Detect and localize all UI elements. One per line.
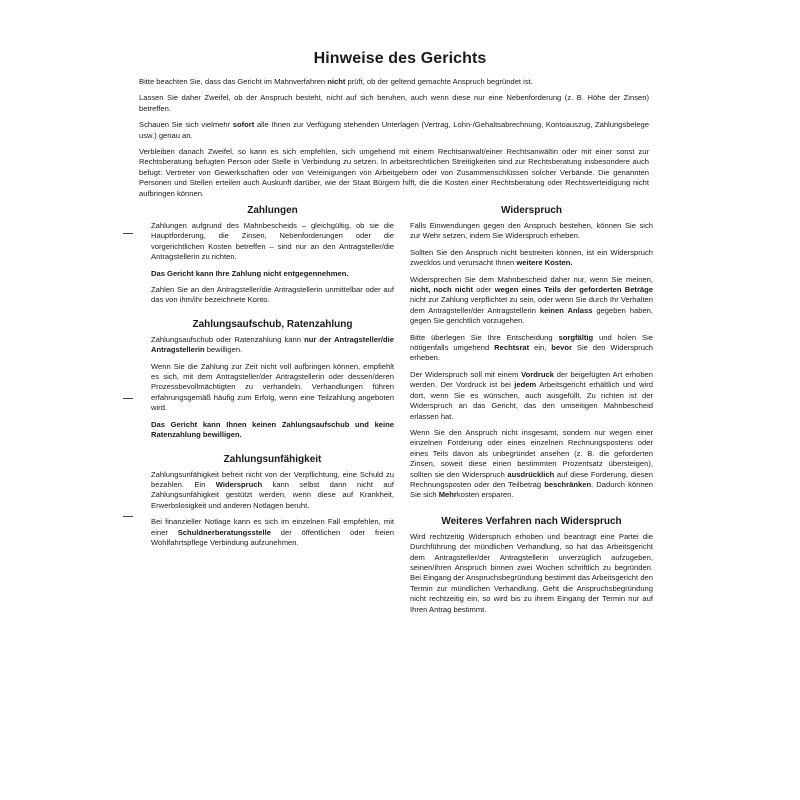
body-text: Arbeitsgericht erhältlich und wird dort, wenn Sie es wünschen, auch ausgefüllt. Zu richten ist der Widerspruch an das Gericht, das den umseitigen Mahnbescheid erlassen hat. [410,380,653,421]
section-heading-weiteres-verfahren: Weiteres Verfahren nach Widerspruch [441,515,622,527]
emphasis-text: nur der Antragsteller/die Antragstellerin [151,334,394,355]
section-paragraph [151,420,394,441]
body-text: und holen Sie nötigenfalls umgehend [410,332,653,353]
body-text: Zahlungsunfähigkeit befreit nicht von der Verpflichtung, eine Schuld zu bezahlen. Ein [151,469,394,489]
body-text: oder [473,285,495,295]
emphasis-text: nicht [327,77,346,86]
body-text: ein, [529,343,552,353]
section-heading-ratenzahlung: Zahlungsaufschub, Ratenzahlung [192,318,353,330]
body-text: Lassen Sie daher Zweifel, ob der Anspruch besteht, nicht auf sich beruhen, auch wenn diese nur eine Nebenforderung (z. B. Höhe der Zinsen) betreffen. [139,93,649,113]
intro-paragraph [139,147,649,199]
left-column [151,205,394,554]
emphasis-text: sorgfältig [558,332,594,342]
body-text: Falls Einwendungen gegen den Anspruch bestehen, können Sie sich zur Wehr setzen, indem Sie Widerspruch erheben. [410,221,653,241]
body-text: der öffentlichen oder freien Wohlfahrtspflege Verbindung aufzunehmen. [151,527,395,547]
section-paragraph [151,221,394,263]
body-text: Widersprechen Sie dem Mahnbescheid daher nur, wenn Sie meinen, [410,274,653,284]
body-text: gegeben haben, gegen Sie gerichtlich vorzugehen. [410,305,653,326]
section-paragraph [151,269,394,279]
section-paragraph [151,517,394,548]
intro-section [139,77,649,205]
section-heading-zahlungen: Zahlungen [247,205,298,216]
emphasis-text: Widerspruch [215,479,263,489]
emphasis-text: nicht, noch nicht [410,285,474,295]
body-text: Zahlen Sie an den Antragsteller/die Antragstellerin unmittelbar oder auf das von ihm/ihr bezeichnete Konto. [151,285,394,305]
emphasis-text: ausdrücklich [507,469,555,479]
section-paragraph [410,275,653,327]
body-text: Bei finanzieller Notlage kann es sich im einzelnen Fall empfehlen, mit einer [151,517,394,537]
intro-paragraph [139,120,649,141]
intro-paragraph [139,77,649,87]
emphasis-text: keinen Anlass [539,305,593,315]
emphasis-text: sofort [232,120,255,130]
section-paragraph [410,370,653,422]
body-text: . Dadurch können Sie sich [410,479,653,500]
emphasis-text: beschränken [544,479,592,489]
body-text: kosten ersparen. [456,490,514,500]
body-text: kann selbst dann nicht auf Zahlungsunfähigkeit gestützt werden, wenn diese auf Krankheit, Erwerbslosigkeit und anderen Notlagen beruht. [151,479,394,510]
section-heading-zahlungsunfaehigkeit: Zahlungsunfähigkeit [223,453,322,465]
emphasis-text: Das Gericht kann Ihre Zahlung nicht entgegennehmen. [151,268,349,278]
section-paragraph [151,285,394,306]
right-column [410,205,653,621]
section-paragraph [410,532,653,615]
body-text: Wird rechtzeitig Widerspruch erhoben und beantragt eine Partei die Durchführung der mündlichen Verhandlung, so hat das Arbeitsgericht dem Antragsteller/der Antragstellerin unverzüglich aufzugeben, seinen/ihren Anspruch binnen zwei Wochen schriftlich zu begründen. Bei Eingang der Anspruchsbegründung bestimmt das Arbeitsgericht den Termin zur mündlichen Verhandlung. Geht die Anspruchsbegründung nicht rechtzeitig ein, so wird bis zu ihrem Eingang der Termin nur auf Ihren Antrag bestimmt. [410,531,653,614]
body-text: Wenn Sie den Anspruch nicht insgesamt, sondern nur wegen einer einzelnen Forderung oder eines einzelnen Rechnungspostens oder eines Teils davon als unbegründet ansehen (z. B. die geforderten Zinsen, soweit diese einen bestimmten Prozentsatz übersteigen), sollten sie den Widerspruch [410,427,653,479]
section-paragraph [151,335,394,356]
fold-mark [123,398,133,399]
fold-mark [123,516,133,517]
section-paragraph [410,333,653,364]
page-title: Hinweise des Gerichts [313,50,487,67]
body-text: Zahlungen aufgrund des Mahnbescheids – gleichgültig, ob sie die Hauptforderung, die Zinsen, Nebenforderungen oder die vorgerichtlichen Kosten betreffen – sind nur an den Antragsteller/die Antragstellerin zu richten. [151,221,394,262]
body-text: Bitte überlegen Sie Ihre Entscheidung [410,332,559,342]
section-paragraph [410,248,653,269]
emphasis-text: Vordruck [521,369,554,379]
emphasis-text: wegen eines Teils der geforderten Beträge [494,285,653,295]
body-text: nicht zur Zahlung verpflichtet zu sein, oder wenn Sie durch Ihr Verhalten dem Antragsteller/der Antragstellerin [410,295,653,315]
emphasis-text: Rechtsrat [494,343,530,353]
body-text: der beigefügten Art erhoben werden. Der Vordruck ist bei [410,369,654,390]
body-text: alle Ihnen zur Verfügung stehenden Unterlagen (Vertrag, Lohn-/Gehaltsabrechnung, Kontoauszug, Zahlungsbelege usw.) genau an. [139,120,649,140]
body-text: bewilligen. [204,345,243,355]
emphasis-text: weitere Kosten. [516,258,573,268]
intro-paragraph [139,93,649,114]
section-paragraph [151,362,394,414]
body-text: Wenn Sie die Zahlung zur Zeit nicht voll aufbringen können, empfiehlt es sich, mit dem Antragsteller/der Antragstellerin oder dessen/deren Prozessbevollmächtigten zu verhandeln. Verhandlungen führen erfahrungsgemäß häufig zum Erfolg, wenn eine Teilzahlung angeboten wird. [151,361,394,413]
emphasis-text: jedem [514,380,537,390]
section-paragraph [410,221,653,242]
body-text: Bitte beachten Sie, dass das Gericht im Mahnverfahren [139,77,328,86]
section-heading-widerspruch: Widerspruch [500,205,563,216]
body-text: auf diese Forderung, diesen Rechnungsposten oder den Teilbetrag [410,469,653,489]
emphasis-text: bevor [551,343,572,353]
body-text: Der Widerspruch soll mit einem [410,369,522,379]
body-text: Schauen Sie sich vielmehr [139,120,233,130]
body-text: Verbleiben danach Zweifel, so kann es sich empfehlen, sich umgehend mit einem Rechtsanwalt/einer Rechtsanwältin oder mit einer sonst zur Rechtsberatung befugten Person oder Stelle in Verbindung zu setzen. In arbeitsrechtlichen Streitigkeiten sind zur Rechtsberatung insbesondere auch befugt: Vertreter von Gewerkschaften oder von Vereinigungen von Arbeitgebern oder von Zusammenschlüssen solcher Verbände. Die genannten Personen und Stellen erteilen auch Auskunft darüber, wie der Staat Bürgern hilft, die die Kosten einer Rechtsberatung oder Rechtsverteidigung nicht aufbringen können. [139,147,649,198]
emphasis-text: Schuldnerberatungsstelle [177,527,271,537]
section-paragraph [151,470,394,512]
body-text: Sie den Widerspruch erheben. [410,343,653,363]
emphasis-text: Das Gericht kann Ihnen keinen Zahlungsaufschub und keine Ratenzahlung bewilligen. [151,419,394,440]
fold-mark [123,233,133,234]
body-text: prüft, ob der geltend gemachte Anspruch begründet ist. [345,77,533,86]
body-text: Zahlungsaufschub oder Ratenzahlung kann [151,334,305,344]
body-text: Sollten Sie den Anspruch nicht bestreiten können, ist ein Widerspruch zwecklos und verursacht Ihnen [410,247,653,268]
section-paragraph [410,428,653,501]
emphasis-text: Mehr [438,490,457,500]
